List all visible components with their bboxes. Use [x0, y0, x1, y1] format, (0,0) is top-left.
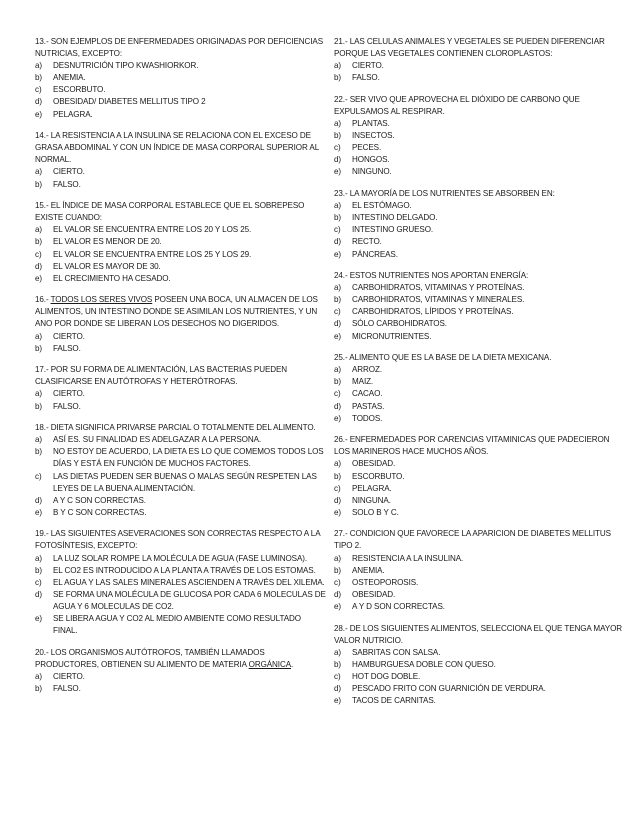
- option-text: CIERTO.: [53, 389, 85, 399]
- question: [334, 36, 626, 84]
- answer-option: [35, 72, 327, 84]
- answer-option: [334, 483, 626, 495]
- answer-option: [35, 84, 327, 96]
- answer-option: [334, 306, 626, 318]
- answer-option: [334, 224, 626, 236]
- answer-option: [35, 60, 327, 72]
- answer-option: [334, 200, 626, 212]
- answer-option: [35, 261, 327, 273]
- option-label: d): [35, 589, 42, 599]
- option-text: NINGUNO.: [352, 167, 392, 177]
- option-label: b): [35, 684, 42, 693]
- option-text: FALSO.: [53, 684, 81, 693]
- question-stem: 24.- ESTOS NUTRIENTES NOS APORTAN ENERGÍA:: [334, 271, 529, 281]
- question: [35, 130, 327, 190]
- answer-option: [334, 413, 626, 425]
- option-text: FALSO.: [352, 73, 380, 83]
- answer-option: [35, 388, 327, 400]
- stem-text: 20.- LOS ORGANISMOS AUTÓTROFOS, TAMBIÉN LLAMADOS PRODUCTORES, OBTIENEN SU ALIMENTO DE MATERIA: [35, 647, 265, 669]
- question-stem: 13.- SON EJEMPLOS DE ENFERMEDADES ORIGINADAS POR DEFICIENCIAS NUTRICIAS, EXCEPTO:: [35, 37, 324, 59]
- option-label: c): [334, 143, 341, 153]
- answer-option: [334, 72, 626, 84]
- option-label: c): [35, 85, 42, 95]
- option-label: c): [334, 389, 341, 399]
- option-text: SÓLO CARBOHIDRATOS.: [352, 319, 447, 329]
- option-label: b): [334, 73, 341, 83]
- answer-option: [35, 166, 327, 178]
- question: [35, 647, 327, 695]
- answer-option: [35, 249, 327, 261]
- option-label: b): [334, 565, 341, 575]
- option-text: OSTEOPOROSIS.: [352, 577, 419, 587]
- answer-option: [334, 154, 626, 166]
- option-label: c): [334, 671, 341, 681]
- option-label: d): [35, 261, 42, 271]
- option-label: e): [334, 601, 341, 611]
- option-label: c): [35, 471, 42, 481]
- option-text: ARROZ.: [352, 365, 382, 375]
- option-text: SE LIBERA AGUA Y CO2 AL MEDIO AMBIENTE COMO RESULTADO FINAL.: [53, 614, 301, 636]
- question-stem: 14.- LA RESISTENCIA A LA INSULINA SE RELACIONA CON EL EXCESO DE GRASA ABDOMINAL Y CON UN ÍNDICE DE MASA CORPORAL SUPERIOR AL NORMAL.: [35, 131, 319, 165]
- option-label: b): [35, 565, 42, 575]
- option-label: d): [334, 589, 341, 599]
- answer-option: [334, 495, 626, 507]
- option-text: FALSO.: [53, 401, 81, 411]
- stem-text: 16.-: [35, 295, 51, 305]
- answer-option: [334, 565, 626, 577]
- option-text: TACOS DE CARNITAS.: [352, 696, 436, 706]
- option-text: CIERTO.: [53, 331, 85, 341]
- answer-option: [334, 601, 626, 613]
- option-text: RESISTENCIA A LA INSULINA.: [352, 553, 464, 563]
- option-label: c): [35, 577, 42, 587]
- option-label: c): [334, 577, 341, 587]
- option-label: c): [334, 225, 341, 235]
- option-text: ANEMIA.: [53, 73, 86, 83]
- option-label: c): [35, 249, 42, 259]
- question-stem: 27.- CONDICION QUE FAVORECE LA APARICION DE DIABETES MELLITUS TIPO 2.: [334, 529, 611, 551]
- option-text: B Y C SON CORRECTAS.: [53, 507, 147, 517]
- option-text: EL VALOR SE ENCUENTRA ENTRE LOS 25 Y LOS 29.: [53, 249, 252, 259]
- option-text: DESNUTRICIÓN TIPO KWASHIORKOR.: [53, 61, 199, 71]
- option-label: b): [334, 131, 341, 141]
- option-text: PLANTAS.: [352, 119, 390, 129]
- option-text: CARBOHIDRATOS, VITAMINAS Y MINERALES.: [352, 295, 525, 305]
- option-label: a): [35, 671, 42, 681]
- option-text: RECTO.: [352, 237, 382, 247]
- question: [334, 94, 626, 179]
- option-text: EL CO2 ES INTRODUCIDO A LA PLANTA A TRAVÉS DE LOS ESTOMAS.: [53, 565, 316, 575]
- answer-option: [334, 60, 626, 72]
- question-stem: 28.- DE LOS SIGUIENTES ALIMENTOS, SELECCIONA EL QUE TENGA MAYOR VALOR NUTRICIO.: [334, 623, 623, 645]
- answer-option: [35, 671, 327, 683]
- option-label: a): [334, 119, 341, 129]
- option-text: HONGOS.: [352, 155, 390, 165]
- answer-option: [35, 331, 327, 343]
- question: [35, 294, 327, 354]
- answer-option: [35, 343, 327, 355]
- option-label: e): [334, 696, 341, 706]
- question-stem: 18.- DIETA SIGNIFICA PRIVARSE PARCIAL O TOTALMENTE DEL ALIMENTO.: [35, 423, 316, 433]
- option-label: a): [334, 459, 341, 469]
- option-text: CIERTO.: [53, 671, 85, 681]
- stem-underlined-text: ORGÁNICA: [248, 659, 291, 669]
- option-text: SABRITAS CON SALSA.: [352, 647, 441, 657]
- answer-option: [334, 589, 626, 601]
- option-text: CIERTO.: [53, 167, 85, 177]
- option-label: a): [35, 553, 42, 563]
- answer-option: [334, 401, 626, 413]
- option-label: a): [334, 283, 341, 293]
- option-label: b): [334, 295, 341, 305]
- question: [334, 434, 626, 519]
- option-label: a): [334, 365, 341, 375]
- option-text: OBESIDAD/ DIABETES MELLITUS TIPO 2: [53, 97, 206, 107]
- option-text: INTESTINO DELGADO.: [352, 213, 438, 223]
- option-text: PÁNCREAS.: [352, 249, 398, 259]
- option-label: b): [35, 343, 42, 353]
- answer-option: [334, 331, 626, 343]
- answer-option: [334, 458, 626, 470]
- option-text: PASTAS.: [352, 401, 385, 411]
- question: [334, 352, 626, 425]
- option-text: FALSO.: [53, 179, 81, 189]
- option-label: d): [35, 97, 42, 107]
- option-text: FALSO.: [53, 343, 81, 353]
- option-text: SE FORMA UNA MOLÉCULA DE GLUCOSA POR CADA 6 MOLECULAS DE AGUA Y 6 MOLECULAS DE CO2.: [53, 589, 326, 611]
- option-label: b): [334, 471, 341, 481]
- question-stem: 23.- LA MAYORÍA DE LOS NUTRIENTES SE ABSORBEN EN:: [334, 189, 555, 199]
- answer-option: [35, 471, 327, 495]
- option-text: TODOS.: [352, 413, 383, 423]
- answer-option: [35, 589, 327, 613]
- answer-option: [334, 142, 626, 154]
- answer-option: [334, 282, 626, 294]
- question: [35, 200, 327, 285]
- option-label: e): [35, 507, 42, 517]
- question-stem: 25.- ALIMENTO QUE ES LA BASE DE LA DIETA MEXICANA.: [334, 353, 552, 363]
- option-text: PELAGRA.: [53, 109, 93, 119]
- answer-option: [35, 495, 327, 507]
- option-label: b): [35, 401, 42, 411]
- question: [35, 422, 327, 519]
- answer-option: [334, 695, 626, 707]
- option-label: a): [35, 389, 42, 399]
- answer-option: [35, 565, 327, 577]
- question-stem: 21.- LAS CELULAS ANIMALES Y VEGETALES SE PUEDEN DIFERENCIAR PORQUE LAS VEGETALES CONTIENEN CLOROPLASTOS:: [334, 37, 605, 59]
- option-label: d): [334, 684, 341, 693]
- answer-option: [35, 553, 327, 565]
- option-text: INSECTOS.: [352, 131, 395, 141]
- option-text: EL ESTÓMAGO.: [352, 201, 412, 211]
- answer-option: [334, 118, 626, 130]
- option-text: OBESIDAD.: [352, 459, 396, 469]
- option-label: b): [35, 447, 42, 457]
- answer-option: [334, 577, 626, 589]
- answer-option: [334, 376, 626, 388]
- left-column: [35, 36, 327, 705]
- question: [334, 270, 626, 343]
- answer-option: [334, 294, 626, 306]
- question: [35, 528, 327, 637]
- option-text: SOLO B Y C.: [352, 507, 399, 517]
- option-label: a): [35, 331, 42, 341]
- option-label: e): [35, 109, 42, 119]
- option-text: CIERTO.: [352, 61, 384, 71]
- answer-option: [334, 471, 626, 483]
- option-text: ANEMIA.: [352, 565, 385, 575]
- answer-option: [334, 364, 626, 376]
- option-label: e): [35, 614, 42, 624]
- option-label: e): [334, 507, 341, 517]
- option-label: b): [334, 659, 341, 669]
- option-text: OBESIDAD.: [352, 589, 396, 599]
- right-column: [334, 36, 626, 717]
- answer-option: [35, 273, 327, 285]
- option-label: a): [35, 435, 42, 445]
- answer-option: [35, 179, 327, 191]
- option-text: NINGUNA.: [352, 495, 391, 505]
- option-text: LA LUZ SOLAR ROMPE LA MOLÉCULA DE AGUA (FASE LUMINOSA).: [53, 553, 308, 563]
- question-stem: 17.- POR SU FORMA DE ALIMENTACIÓN, LAS BACTERIAS PUEDEN CLASIFICARSE EN AUTÓTROFAS Y HETERÓTROFAS.: [35, 365, 288, 387]
- option-label: e): [334, 331, 341, 341]
- option-label: e): [334, 167, 341, 177]
- option-label: d): [334, 401, 341, 411]
- option-text: EL VALOR ES MAYOR DE 30.: [53, 261, 161, 271]
- answer-option: [35, 577, 327, 589]
- option-label: b): [334, 213, 341, 223]
- option-text: CACAO.: [352, 389, 383, 399]
- option-label: a): [35, 61, 42, 71]
- option-label: a): [334, 61, 341, 71]
- option-text: MAIZ.: [352, 377, 374, 387]
- option-text: ESCORBUTO.: [352, 471, 405, 481]
- option-text: EL VALOR SE ENCUENTRA ENTRE LOS 20 Y LOS 25.: [53, 225, 252, 235]
- option-label: c): [334, 483, 341, 493]
- option-text: PECES.: [352, 143, 382, 153]
- option-text: EL VALOR ES MENOR DE 20.: [53, 237, 162, 247]
- answer-option: [35, 683, 327, 695]
- answer-option: [334, 166, 626, 178]
- option-label: d): [334, 155, 341, 165]
- answer-option: [35, 109, 327, 121]
- answer-option: [35, 96, 327, 108]
- question-stem: 22.- SER VIVO QUE APROVECHA EL DIÓXIDO DE CARBONO QUE EXPULSAMOS AL RESPIRAR.: [334, 94, 580, 116]
- answer-option: [334, 507, 626, 519]
- option-label: e): [35, 273, 42, 283]
- answer-option: [334, 683, 626, 695]
- option-label: b): [35, 237, 42, 247]
- question: [334, 528, 626, 613]
- stem-underlined-text: TODOS LOS SERES VIVOS: [50, 295, 153, 305]
- option-label: a): [334, 647, 341, 657]
- answer-option: [35, 613, 327, 637]
- stem-text: POSEEN UNA BOCA, UN ALMACEN DE LOS ALIMENTOS, UN INTESTINO DONDE SE ASIMILAN LOS NUTRIENTES, Y UN ANO POR DONDE SE LIBERAN LOS DESECHOS NO DIGERIDOS.: [35, 295, 318, 329]
- answer-option: [334, 130, 626, 142]
- option-label: a): [334, 553, 341, 563]
- option-text: CARBOHIDRATOS, LÍPIDOS Y PROTEÍNAS.: [352, 307, 514, 317]
- option-label: d): [35, 495, 42, 505]
- option-label: b): [35, 73, 42, 83]
- option-text: EL CRECIMIENTO HA CESADO.: [53, 273, 171, 283]
- option-text: HOT DOG DOBLE.: [352, 671, 421, 681]
- option-label: d): [334, 319, 341, 329]
- question-stem: 26.- ENFERMEDADES POR CARENCIAS VITAMINICAS QUE PADECIERON LOS MARINEROS HACE MUCHOS AÑOS.: [334, 435, 610, 457]
- answer-option: [334, 249, 626, 261]
- question: [334, 188, 626, 261]
- option-text: A Y C SON CORRECTAS.: [53, 495, 146, 505]
- option-text: ASÍ ES. SU FINALIDAD ES ADELGAZAR A LA PERSONA.: [53, 435, 262, 445]
- option-text: CARBOHIDRATOS, VITAMINAS Y PROTEÍNAS.: [352, 283, 525, 293]
- answer-option: [35, 401, 327, 413]
- question: [35, 364, 327, 412]
- question-stem: [35, 647, 327, 671]
- question: [334, 623, 626, 708]
- option-label: e): [334, 249, 341, 259]
- option-text: PESCADO FRITO CON GUARNICIÓN DE VERDURA.: [352, 684, 546, 693]
- question-stem: 15.- EL ÍNDICE DE MASA CORPORAL ESTABLECE QUE EL SOBREPESO EXISTE CUANDO:: [35, 201, 305, 223]
- option-text: INTESTINO GRUESO.: [352, 225, 434, 235]
- option-label: a): [35, 225, 42, 235]
- option-label: a): [334, 201, 341, 211]
- answer-option: [35, 236, 327, 248]
- question-stem: [35, 294, 327, 330]
- answer-option: [334, 318, 626, 330]
- option-text: NO ESTOY DE ACUERDO, LA DIETA ES LO QUE COMEMOS TODOS LOS DÍAS Y ESTÁ EN FUNCIÓN DE MUCHOS FACTORES.: [53, 447, 324, 469]
- question-stem: 19.- LAS SIGUIENTES ASEVERACIONES SON CORRECTAS RESPECTO A LA FOTOSÍNTESIS, EXCEPTO:: [35, 529, 321, 551]
- option-label: b): [334, 377, 341, 387]
- option-text: ESCORBUTO.: [53, 85, 106, 95]
- question: [35, 36, 327, 121]
- option-text: EL AGUA Y LAS SALES MINERALES ASCIENDEN A TRAVÉS DEL XILEMA.: [53, 577, 325, 587]
- option-text: A Y D SON CORRECTAS.: [352, 601, 445, 611]
- answer-option: [334, 659, 626, 671]
- answer-option: [35, 507, 327, 519]
- answer-option: [334, 647, 626, 659]
- option-label: d): [334, 495, 341, 505]
- option-label: e): [334, 413, 341, 423]
- answer-option: [35, 446, 327, 470]
- option-text: HAMBURGUESA DOBLE CON QUESO.: [352, 659, 496, 669]
- option-label: b): [35, 179, 42, 189]
- stem-text: .: [291, 659, 294, 669]
- answer-option: [334, 388, 626, 400]
- option-text: LAS DIETAS PUEDEN SER BUENAS O MALAS SEGÚN RESPETEN LAS LEYES DE LA BUENA ALIMENTACIÓN.: [53, 471, 317, 493]
- option-label: a): [35, 167, 42, 177]
- option-label: d): [334, 237, 341, 247]
- answer-option: [334, 212, 626, 224]
- option-label: c): [334, 307, 341, 317]
- answer-option: [334, 236, 626, 248]
- answer-option: [334, 553, 626, 565]
- option-text: PELAGRA.: [352, 483, 392, 493]
- answer-option: [35, 434, 327, 446]
- answer-option: [35, 224, 327, 236]
- option-text: MICRONUTRIENTES.: [352, 331, 432, 341]
- answer-option: [334, 671, 626, 683]
